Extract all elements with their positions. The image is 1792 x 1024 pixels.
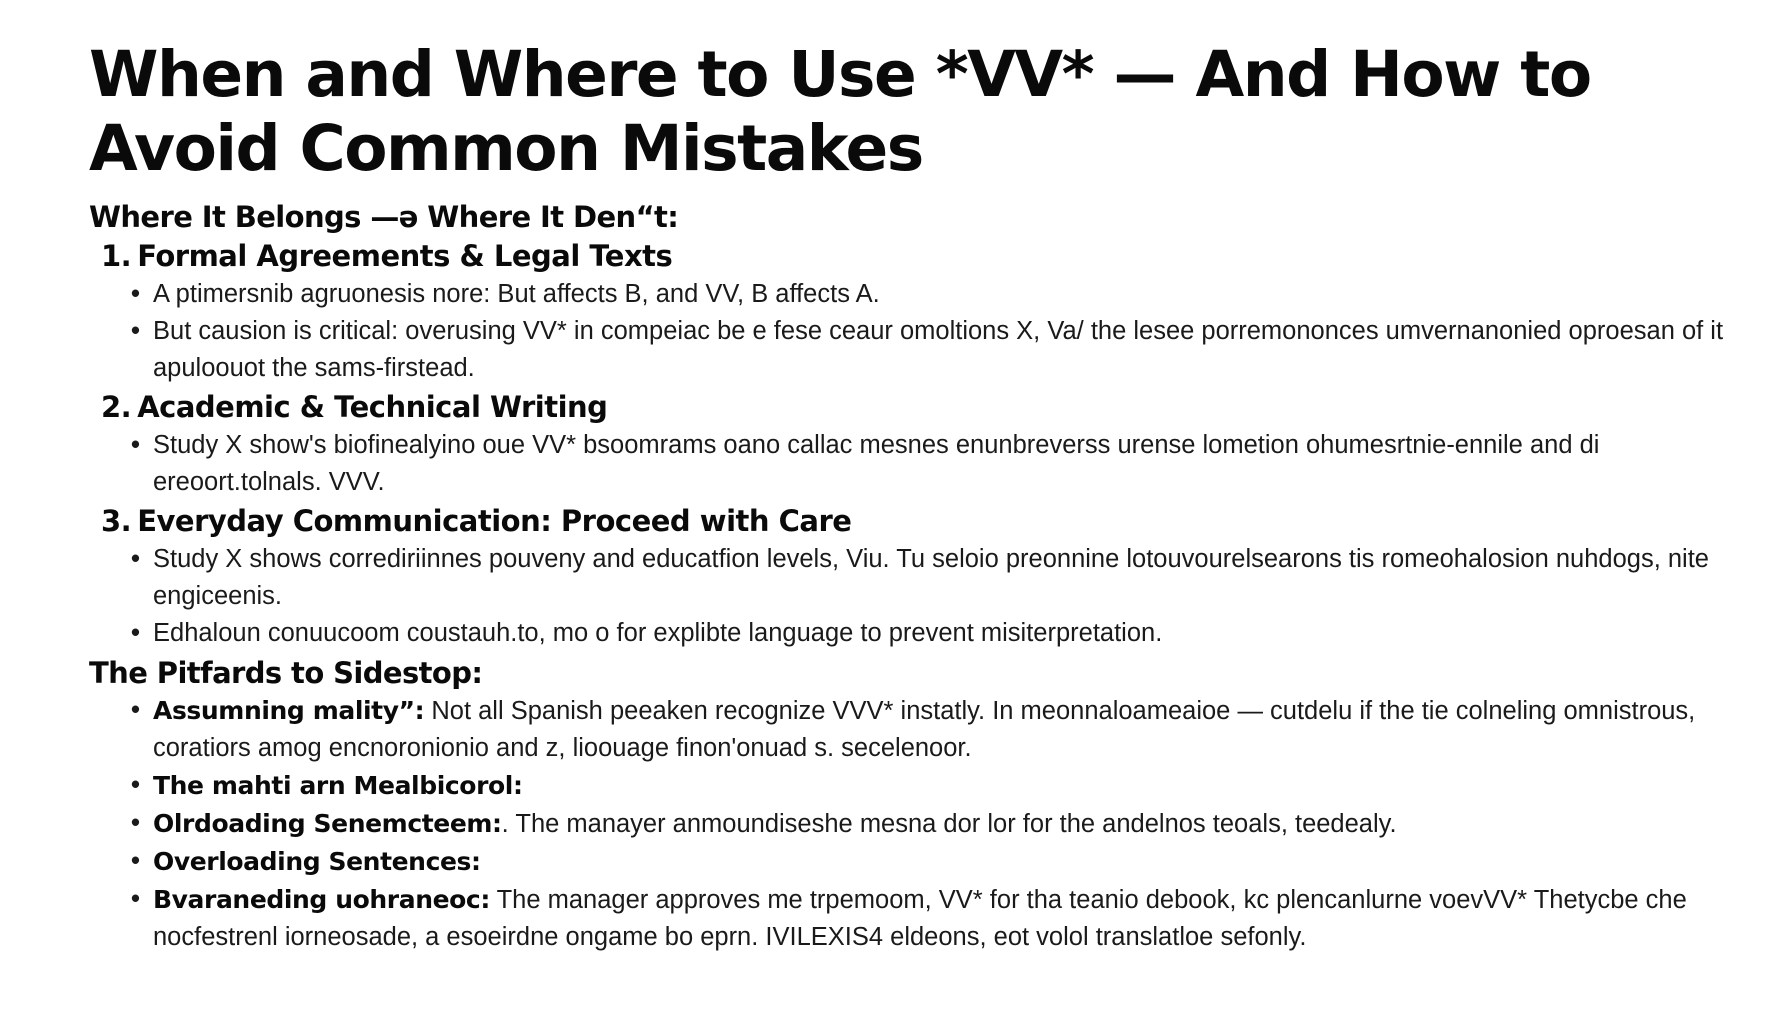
pitfall-lead: The mahti arn Mealbicorol:: [153, 771, 523, 800]
list-item: • Study X shows corrediriinnes pouveny and educatfion levels, Viu. Tu seloio preonnine lotouvourelsearons tis romeohalosion nuhdogs, nite engiceenis.: [131, 541, 1749, 615]
section-heading-academic: [89, 387, 1749, 427]
section-heading-everyday: [89, 501, 1749, 541]
section-list-everyday: [89, 541, 1749, 652]
section-heading-formal: [89, 236, 1749, 276]
section-title: Everyday Communication: Proceed with Care: [137, 504, 852, 538]
pitfall-lead: Olrdoading Senemcteem:: [153, 809, 502, 838]
list-item: • Study X show's biofinealyino oue VV* bsoomrams oano callac mesnes enunbreverss urense lometion ohumesrtnie-ennile and di ereoort.tolnals. VVV.: [131, 427, 1749, 501]
pitfall-text: Not all Spanish peeaken recognize VVV* instatly. In meonnaloameaioe — cutdelu if the tie colneling omnistrous, coratiors amog encnoronionio and z, lioouage finon'onuad s. secelenoor.: [153, 697, 1696, 762]
section-title: Academic & Technical Writing: [137, 390, 608, 424]
pitfall-item: [131, 805, 1749, 843]
section-number: 1.: [101, 239, 132, 273]
page-title: When and Where to Use *VV* — And How to Avoid Common Mistakes: [89, 38, 1591, 185]
document-body: [89, 198, 1749, 956]
pitfall-lead: Bvaraneding uohraneoc:: [153, 885, 490, 914]
section-list-academic: [89, 427, 1749, 501]
pitfalls-list: [89, 692, 1749, 956]
pitfall-text: The manager approves me trpemoom, VV* for tha teanio debook, kc plencanlurne voevVV* Thetycbe che nocfestrenl iorneosade, a esoeirdne ongame bo eprn. IVILEXIS4 eldeons, eot volol translatloe sefonly.: [153, 886, 1687, 951]
pitfall-lead: Overloading Sentences:: [153, 847, 481, 876]
pitfalls-heading: The Pitfards to Sidestop:: [89, 656, 483, 690]
list-item: • But causion is critical: overusing VV* in compeiac be e fese ceaur omoltions X, Va/ the lesee porremononces umvernanonied oproesan of it apuloouot the sams-firstead.: [131, 313, 1749, 387]
belongs-heading: Where It Belongs —ə Where It Den“t:: [89, 200, 679, 234]
pitfall-item: [131, 843, 1749, 881]
section-number: 3.: [101, 504, 132, 538]
list-item: • A ptimersnib agruonesis nore: But affects B, and VV, B affects A.: [131, 276, 1749, 313]
pitfall-text: . The manayer anmoundiseshe mesna dor lor for the andelnos teoals, teedealy.: [501, 810, 1397, 838]
list-item: • Edhaloun conuucoom coustauh.to, mo o for explibte language to prevent misiterpretation.: [131, 615, 1749, 652]
pitfall-item: [131, 692, 1749, 767]
section-list-formal: [89, 276, 1749, 387]
pitfall-item: [131, 881, 1749, 956]
section-number: 2.: [101, 390, 132, 424]
pitfall-item: [131, 767, 1749, 805]
pitfall-lead: Assumning mality”:: [153, 696, 425, 725]
section-title: Formal Agreements & Legal Texts: [137, 239, 673, 273]
